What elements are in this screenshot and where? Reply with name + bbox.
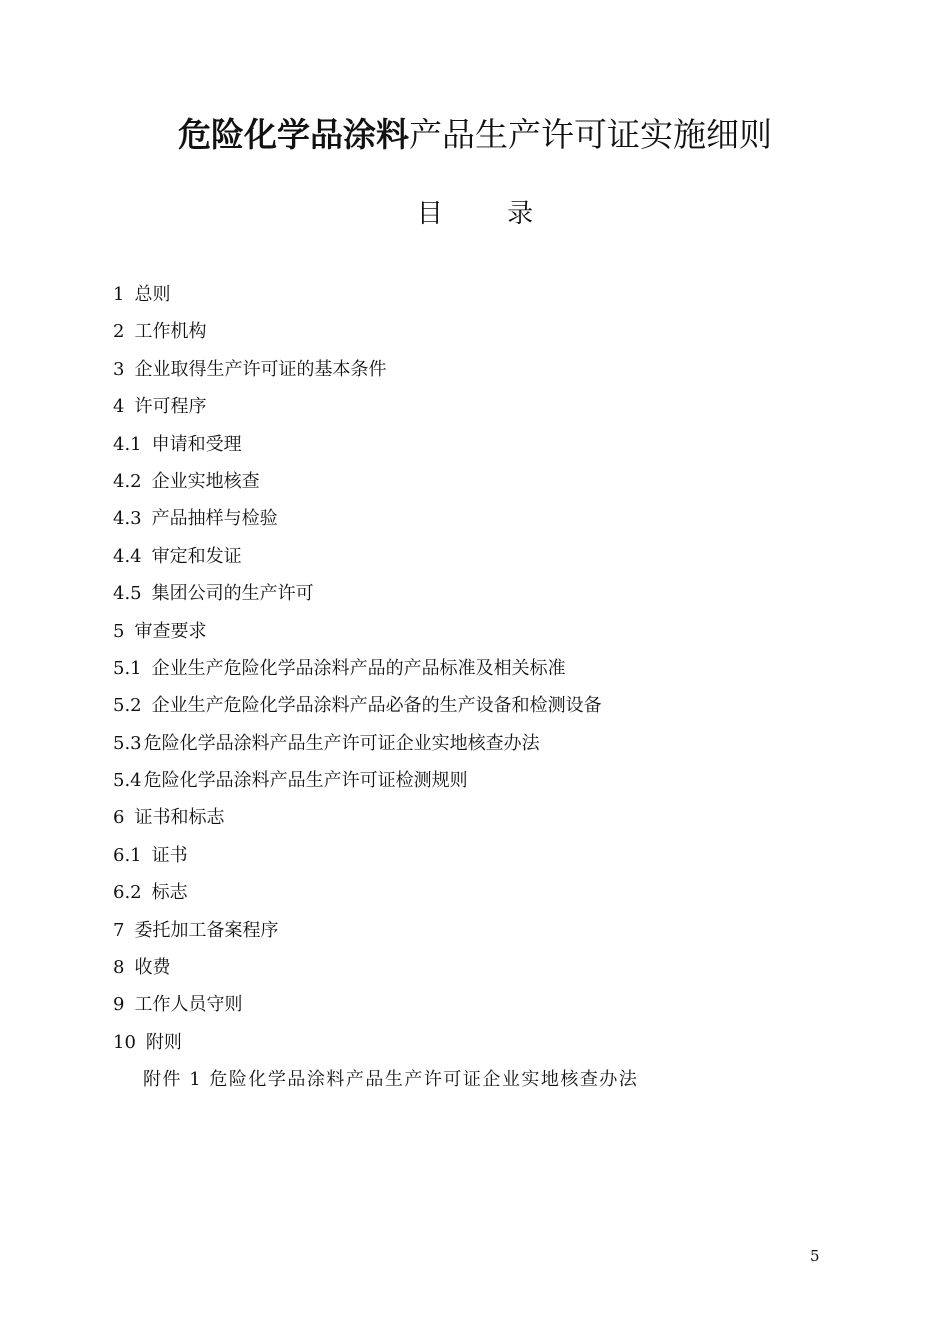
toc-item-text: 企业生产危险化学品涂料产品的产品标准及相关标准 bbox=[151, 657, 566, 679]
toc-item-number: 9 bbox=[113, 994, 125, 1016]
page-number: 5 bbox=[810, 1247, 820, 1265]
toc-item-number: 4.5 bbox=[113, 583, 142, 605]
toc-item-number: 6.1 bbox=[113, 844, 142, 866]
toc-item-text: 危险化学品涂料产品生产许可证企业实地核查办法 bbox=[143, 732, 540, 754]
toc-item bbox=[113, 575, 638, 612]
toc-item-text: 申请和受理 bbox=[151, 433, 242, 455]
toc-item-text: 标志 bbox=[151, 882, 188, 904]
toc-item bbox=[113, 500, 638, 537]
toc-item bbox=[113, 426, 638, 463]
toc-item-number: 8 bbox=[113, 957, 125, 979]
toc-item-number: 10 bbox=[113, 1031, 136, 1053]
toc-item bbox=[113, 613, 638, 650]
toc-item bbox=[113, 687, 638, 724]
toc-item-number: 5.3 bbox=[113, 732, 142, 754]
toc-item-number: 2 bbox=[113, 321, 125, 343]
toc-item bbox=[113, 388, 638, 425]
toc-item-number: 5 bbox=[113, 620, 125, 642]
toc-item-text: 产品抽样与检验 bbox=[151, 508, 278, 530]
toc-item-number: 4.3 bbox=[113, 508, 142, 530]
toc-item-text: 企业取得生产许可证的基本条件 bbox=[134, 358, 387, 380]
document-title bbox=[0, 112, 950, 158]
toc-item-number: 1 bbox=[113, 284, 125, 305]
toc-item-text: 集团公司的生产许可 bbox=[151, 583, 314, 605]
toc-item bbox=[113, 276, 638, 313]
toc-item-text: 审定和发证 bbox=[151, 545, 242, 567]
toc-item-text: 附则 bbox=[145, 1031, 182, 1053]
document-title-bold: 危险化学品涂料 bbox=[178, 115, 409, 154]
toc-item-text: 委托加工备案程序 bbox=[134, 919, 279, 941]
toc-item bbox=[113, 725, 638, 762]
toc-item bbox=[113, 762, 638, 799]
toc-item bbox=[113, 837, 638, 874]
toc-item bbox=[113, 463, 638, 500]
toc-item-text: 审查要求 bbox=[134, 620, 207, 642]
toc-item bbox=[113, 650, 638, 687]
toc-item-number: 7 bbox=[113, 919, 125, 941]
toc-attachment: 附件 1 危险化学品涂料产品生产许可证企业实地核查办法 bbox=[143, 1069, 639, 1091]
toc-heading: 目 录 bbox=[416, 199, 562, 229]
toc-item-text: 总则 bbox=[134, 284, 171, 305]
toc-item-text: 证书和标志 bbox=[134, 807, 225, 829]
toc-item bbox=[113, 313, 638, 350]
toc-item-number: 5.1 bbox=[113, 657, 142, 679]
toc-item-number: 5.4 bbox=[113, 770, 142, 792]
toc-item-text: 证书 bbox=[151, 844, 188, 866]
toc-item-number: 6 bbox=[113, 807, 125, 829]
toc-item bbox=[113, 949, 638, 986]
toc-item-text: 危险化学品涂料产品生产许可证检测规则 bbox=[143, 770, 468, 792]
toc-item bbox=[113, 986, 638, 1023]
toc-item-number: 4.2 bbox=[113, 470, 142, 492]
table-of-contents bbox=[113, 276, 638, 1099]
toc-item bbox=[113, 799, 638, 836]
toc-item-number: 4.1 bbox=[113, 433, 142, 455]
toc-item bbox=[113, 351, 638, 388]
toc-item bbox=[113, 538, 638, 575]
toc-item-text: 工作机构 bbox=[134, 321, 207, 343]
toc-item-text: 工作人员守则 bbox=[134, 994, 243, 1016]
toc-item bbox=[113, 1024, 638, 1061]
toc-item-text: 企业生产危险化学品涂料产品必备的生产设备和检测设备 bbox=[151, 695, 602, 717]
toc-item-number: 6.2 bbox=[113, 882, 142, 904]
toc-item-text: 许可程序 bbox=[134, 396, 207, 418]
toc-item-number: 4.4 bbox=[113, 545, 142, 567]
toc-item-text: 企业实地核查 bbox=[151, 470, 260, 492]
toc-item-text: 收费 bbox=[134, 957, 171, 979]
toc-item bbox=[113, 912, 638, 949]
toc-item bbox=[113, 874, 638, 911]
toc-item-number: 4 bbox=[113, 396, 125, 418]
toc-item-number: 5.2 bbox=[113, 695, 142, 717]
document-title-normal: 产品生产许可证实施细则 bbox=[409, 115, 772, 154]
toc-item-number: 3 bbox=[113, 358, 125, 380]
